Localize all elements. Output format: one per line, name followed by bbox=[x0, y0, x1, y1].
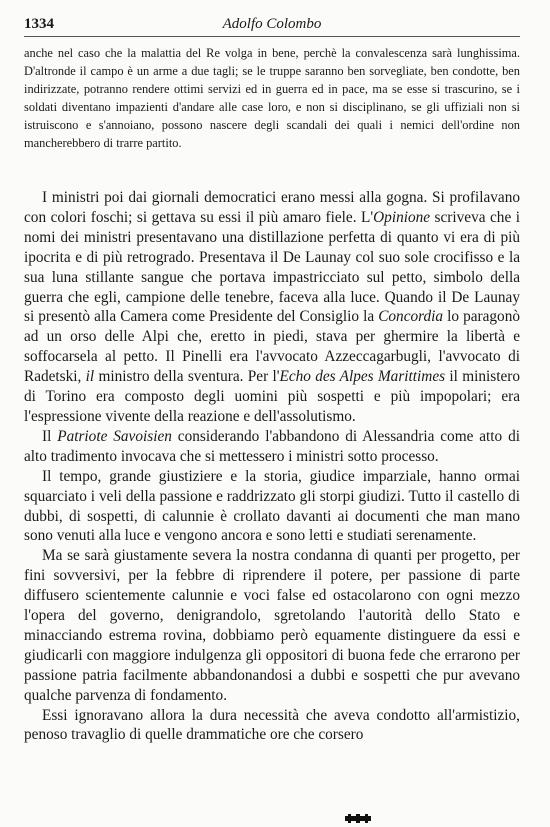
p2-text-a: Il bbox=[42, 427, 58, 445]
p1-text-a: I ministri poi dai giornali democratici erano messi alla gogna. Si profilavano con colori foschi; si gettava su essi il più amaro fiele. L' bbox=[24, 189, 520, 226]
p1-il: il bbox=[85, 368, 95, 386]
p1-text-c: lo paragonò ad un orso delle Alpi che, eretto in piedi, stava per ghermire la libertà e soffocarsela al petto. Il Pinelli era l'avvocato Azzeccagarbugli, l'avvocato di Radetski, bbox=[24, 308, 520, 386]
p1-concordia: Concordia bbox=[378, 308, 444, 326]
p1-echo: Echo des Alpes Marittimes bbox=[279, 368, 446, 386]
paragraph-2 bbox=[24, 427, 520, 467]
footnote-block bbox=[24, 44, 520, 153]
p1-text-e: il ministero di Torino era composto degli uomini più sospetti e più impopolari; era l'espressione vivente della reazione e dell'assolutismo. bbox=[24, 368, 520, 425]
p1-text-d: ministro della sventura. Per l' bbox=[94, 368, 280, 386]
p1-opinione: Opinione bbox=[373, 208, 431, 226]
page-header bbox=[24, 14, 520, 37]
printer-mark-icon bbox=[345, 814, 371, 823]
paragraph-1 bbox=[24, 188, 520, 427]
running-head: Adolfo Colombo bbox=[222, 16, 322, 32]
paragraph-3: Il tempo, grande giustiziere e la storia, giudice imparziale, hanno ormai squarciato i veli della passione e raddrizzato gli storpi giudizi. Tutto il castello di dubbi, di sospetti, di calunnie è crollato davanti ai documenti che man mano sono venuti alla luce e vengono ancora e sono letti e studiati serenamente. bbox=[24, 467, 520, 545]
paragraph-5: Essi ignoravano allora la dura necessità che aveva condotto all'armistizio, penoso travaglio di quelle drammatiche ore che corsero bbox=[24, 706, 520, 744]
page-number: 1334 bbox=[24, 16, 54, 32]
p1-text-b: scriveva che i nomi dei ministri presentavano una distillazione perfetta di quanto vi era di più ipocrita e di più retrogrado. Presentava il De Launay col suo sole crocifisso e la sua luna stillante sangue che portava impastricciato sul petto, simbolo della guerra che egli, campione delle tenebre, faceva alla luce. Quando il De Launay si presentò alla Camera come Presidente del Consiglio la bbox=[24, 208, 520, 326]
paragraph-4: Ma se sarà giustamente severa la nostra condanna di quanti per progetto, per fini sovversivi, per la febbre di riprendere il potere, per passione di parte diffusero scientemente calunnie e voci false ed ostacolarono con ogni mezzo l'opera del governo, denigrandolo, sgretolando l'autorità dello Stato e minacciando estrema rovina, dobbiamo però equamente distinguere da essi e giudicarli con maggiore indulgenza gli oppositori di buona fede che errarono per passione patria facilmente abbandonandosi a dubbi e sospetti che pur avevano qualche parvenza di fondamento. bbox=[24, 547, 520, 704]
p2-text-b: considerando l'abbandono di Alessandria come atto di alto tradimento invocava che si mettessero i ministri sotto processo. bbox=[24, 427, 520, 465]
main-text bbox=[24, 188, 520, 745]
p2-patriote: Patriote Savoisien bbox=[57, 427, 172, 445]
footnote-text: anche nel caso che la malattia del Re volga in bene, perchè la convalescenza sarà lunghissima. D'altronde il campo è un arme a due tagli; se le truppe saranno ben sorvegliate, ben condotte, ben indirizzate, potranno rendere ottimi servizi ed in guerra ed in pace, ma se esse si trascurino, se i soldati diventano impazienti d'andare alle case loro, e non si disciplinano, se gli uffiziali non si istruiscono e s'annoiano, possono nascere degli scandali dei quali i nemici dell'ordine non mancherebbero di trarre partito. bbox=[24, 46, 520, 151]
